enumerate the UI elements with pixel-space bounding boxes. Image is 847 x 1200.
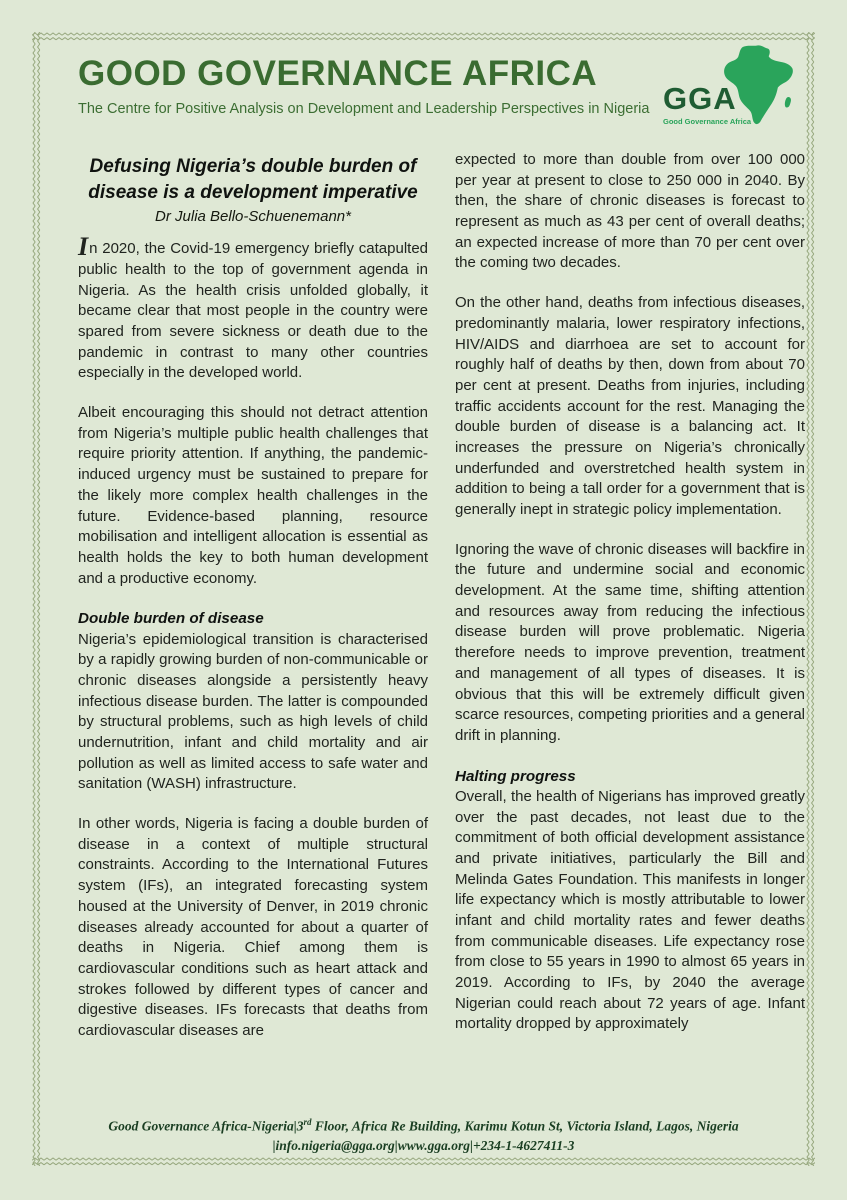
paragraph-intro-text: n 2020, the Covid-19 emergency briefly catapulted public health to the top of government agenda in Nigeria. As the health crisis unfolded globally, it became clear that most people in the country were spared from severe sickness or death due to the pandemic in contrast to many other countries especially in the developed world.	[78, 240, 428, 382]
paragraph: On the other hand, deaths from infectious diseases, predominantly malaria, lower respiratory infections, HIV/AIDS and diarrhoea are set to account for roughly half of deaths by then, down from about 70 per cent at present. Deaths from injuries, including traffic accidents account for the rest. Managing the double burden of disease is a balancing act. It increases the pressure on Nigeria’s chronically underfunded and overstretched health system in addition to being a tall order for a government that is generally inept in strategic policy implementation.	[455, 294, 805, 518]
footer-contact-line: |info.nigeria@gga.org|www.gga.org|+234-1-4627411-3	[272, 1138, 575, 1154]
masthead	[0, 0, 847, 130]
section-heading-halting-progress: Halting progress	[455, 767, 576, 785]
paragraph: Ignoring the wave of chronic diseases will backfire in the future and undermine social and economic development. At the same time, shifting attention and resources away from reducing the infectious disease burden will prove problematic. Nigeria therefore needs to improve prevention, treatment and management of all types of diseases. It is obvious that this will be extremely difficult given scarce resources, competing priorities and a general drift in planning.	[455, 540, 805, 744]
masthead-text	[78, 56, 649, 117]
paragraph: Albeit encouraging this should not detract attention from Nigeria’s multiple public health challenges that require priority attention. If anything, the pandemic-induced urgency must be sustained to prepare for the likely more complex health challenges in the future. Evidence-based planning, resource mobilisation and intelligent allocation is essential as health holds the key to both human development and a productive economy.	[78, 404, 428, 587]
org-title: GOOD GOVERNANCE AFRICA	[78, 54, 598, 93]
paragraph: Overall, the health of Nigerians has improved greatly over the past decades, not least due to the commitment of both official development assistance and private initiatives, particularly the Bill and Melinda Gates Foundation. This manifests in longer life expectancy which is mostly attributable to lower infant and child mortality rates and fewer deaths from communicable diseases. Life expectancy rose from close to 55 years in 1990 to almost 65 years in 2019. According to IFs, by 2040 the average Nigerian could reach about 72 years of age. Infant mortality dropped by approximately	[455, 787, 805, 1033]
logo-acronym: GGA	[663, 81, 737, 116]
article-title: Defusing Nigeria’s double burden of disease is a development imperative	[88, 156, 418, 203]
footer-contact	[0, 1116, 847, 1156]
article-body	[0, 150, 847, 1061]
paragraph: Nigeria’s epidemiological transition is characterised by a rapidly growing burden of non-communicable or chronic diseases alongside a persistently heavy infectious disease burden. The latter is compounded by structural problems, such as high levels of child undernutrition, infant and child mortality and air pollution as well as limited access to safe water and sanitation (WASH) infrastructure.	[78, 630, 428, 793]
section-heading-double-burden: Double burden of disease	[78, 610, 264, 628]
footer-address-line	[0, 1116, 847, 1136]
left-column	[78, 150, 428, 1061]
logo-caption: Good Governance Africa	[663, 117, 752, 126]
paragraph: expected to more than double from over 100 000 per year at present to close to 250 000 in 2040. By then, the share of chronic diseases is forecast to represent as much as 43 per cent of overall deaths; an expected increase of more than 70 per cent over the coming two decades.	[455, 151, 805, 272]
paragraph: In other words, Nigeria is facing a double burden of disease in a context of multiple structural constraints. According to the International Futures system (IFs), an integrated forecasting system housed at the University of Denver, in 2019 chronic diseases already accounted for about a quarter of deaths in Nigeria. Chief among them is cardiovascular conditions such as heart attack and strokes followed by different types of cancer and digestive diseases. IFs forecasts that deaths from cardiovascular diseases are	[78, 815, 428, 1039]
footer-address-part2: Floor, Africa Re Building, Karimu Kotun St, Victoria Island, Lagos, Nigeria	[311, 1118, 739, 1134]
drop-cap: I	[78, 232, 89, 262]
footer-ordinal-suffix: rd	[303, 1117, 312, 1128]
footer-address-part1: Good Governance Africa-Nigeria|3	[108, 1118, 304, 1134]
gga-logo	[663, 44, 801, 130]
right-column	[455, 150, 805, 1061]
paragraph-intro	[78, 232, 428, 384]
org-tagline: The Centre for Positive Analysis on Development and Leadership Perspectives in Nigeria	[78, 100, 650, 117]
article-byline: Dr Julia Bello-Schuenemann*	[155, 208, 351, 226]
